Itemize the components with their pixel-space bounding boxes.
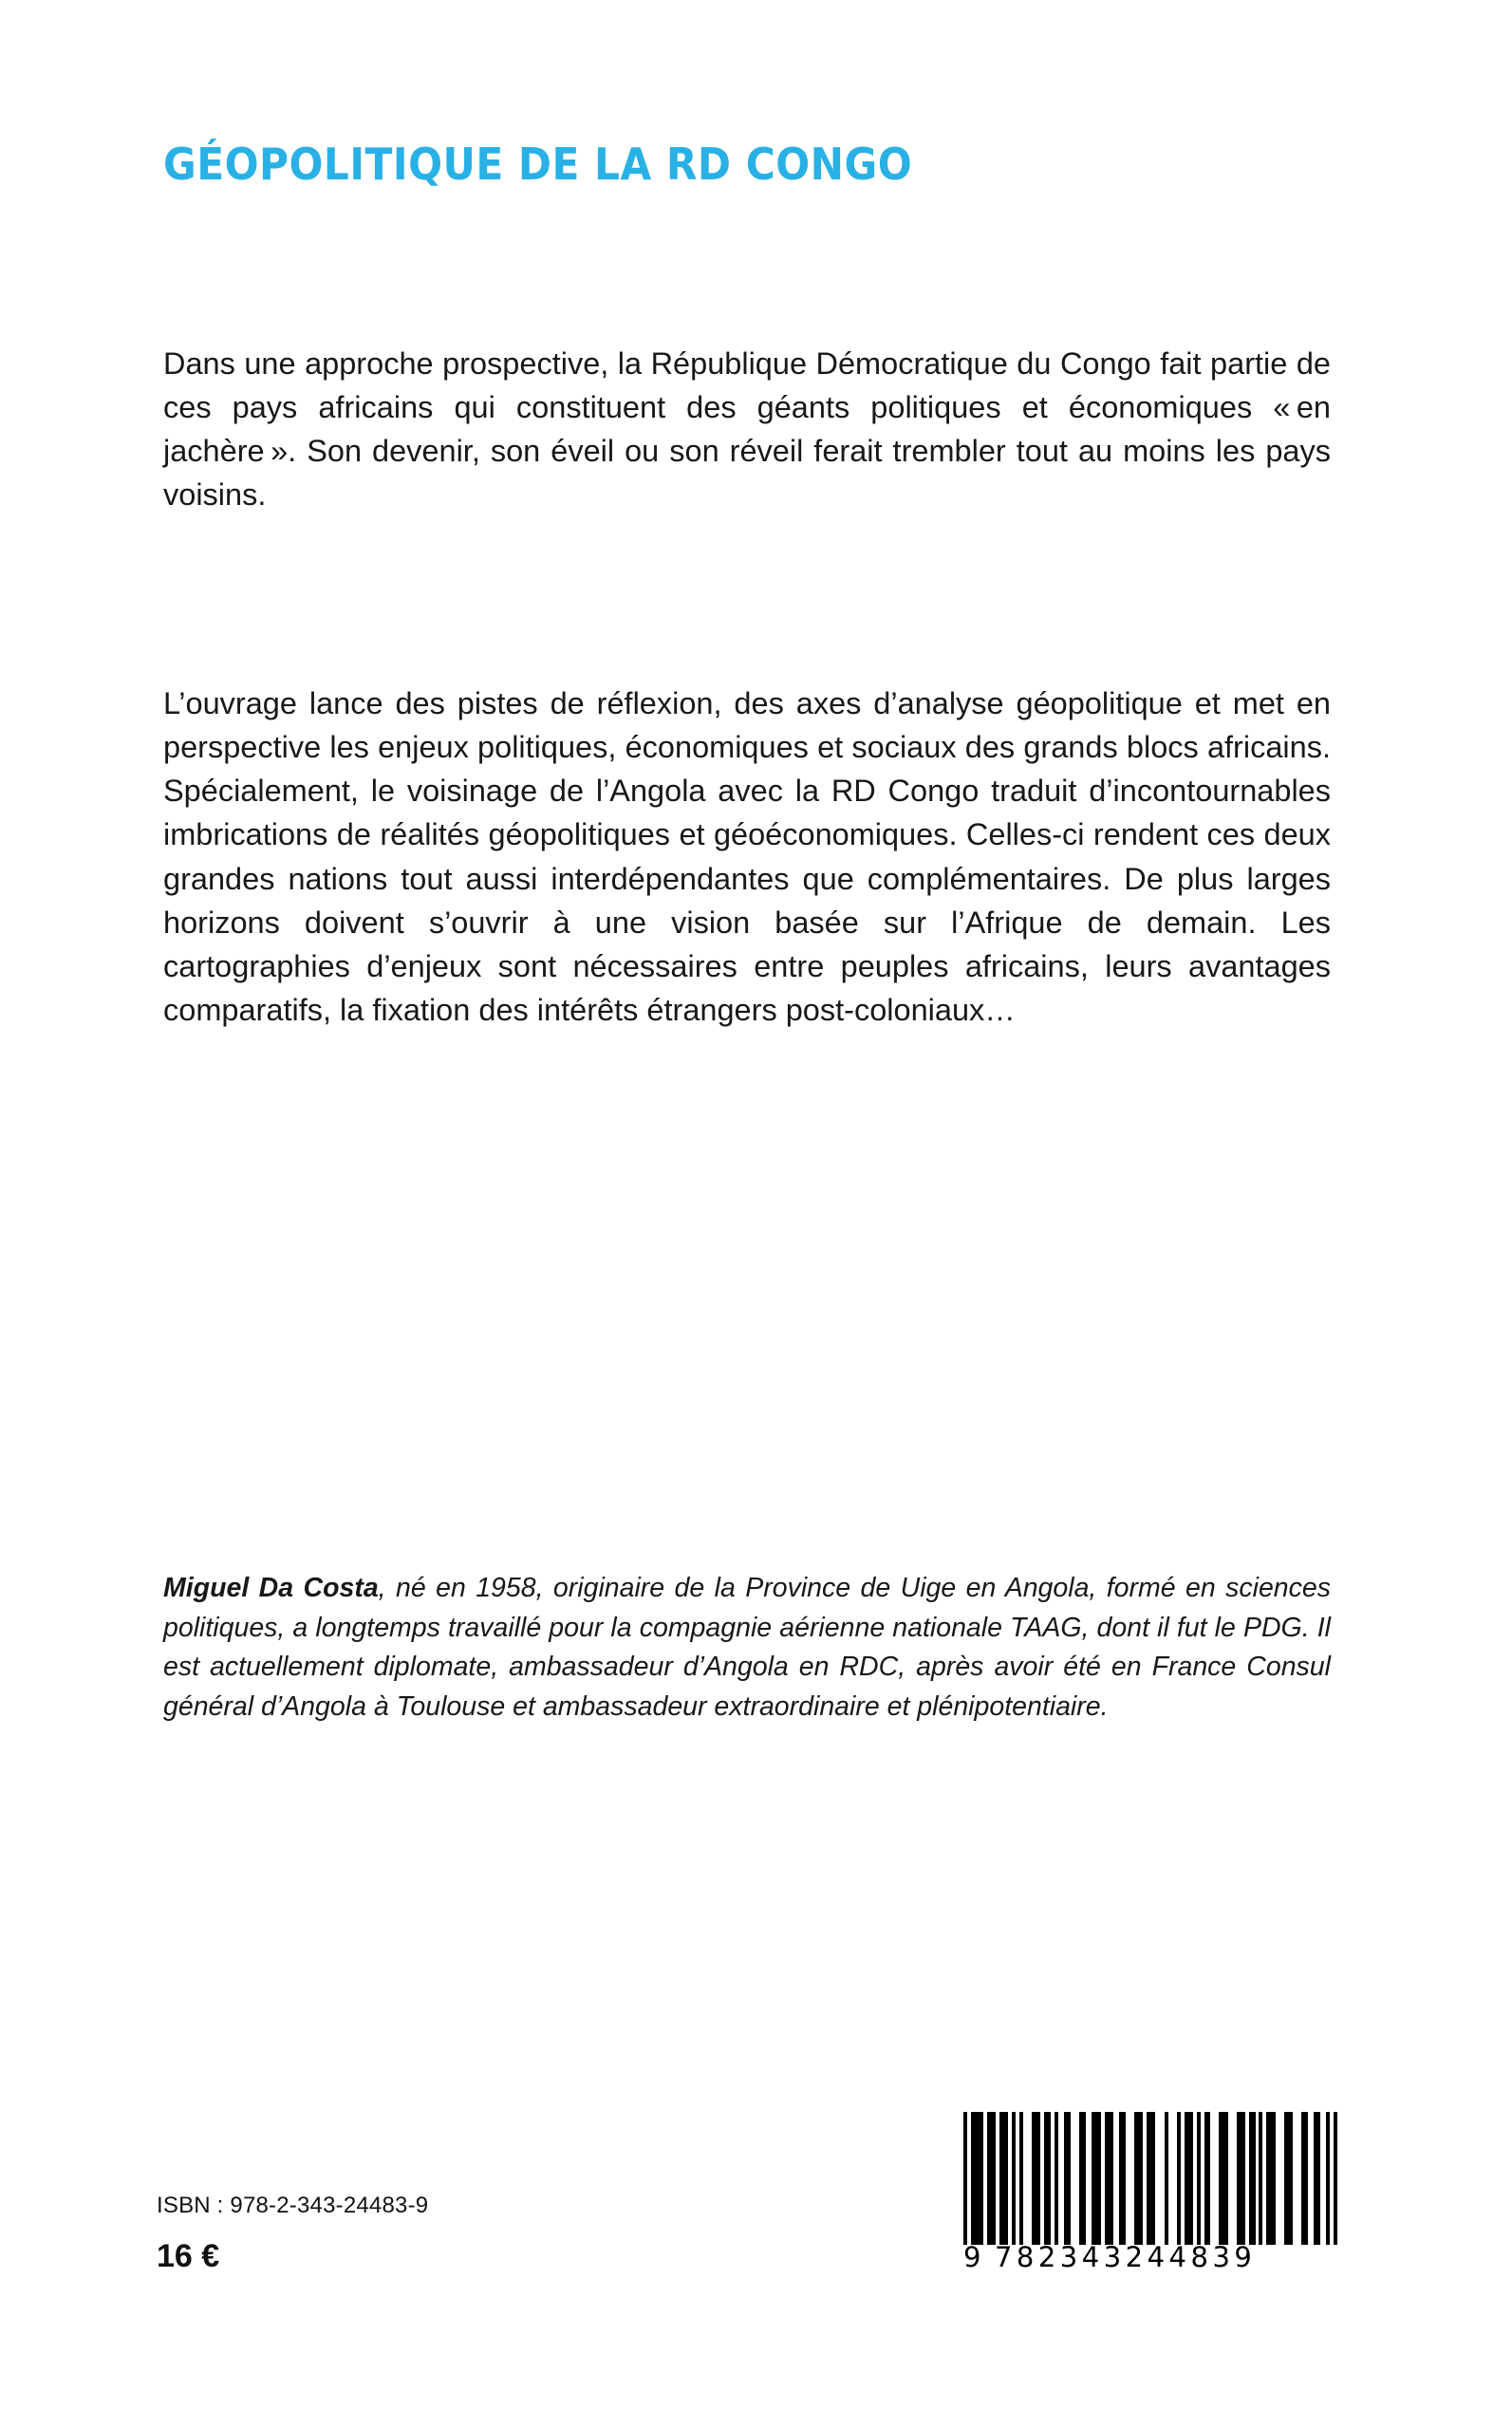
- page-title: GÉOPOLITIQUE DE LA RD CONGO: [163, 139, 913, 190]
- barcode-digits: [963, 2241, 1338, 2273]
- blurb-paragraph-2: L’ouvrage lance des pistes de réflexion, des axes d’analyse géopolitique et met en perspective les enjeux politiques, économiques et sociaux des grands blocs africains. Spécialement, le voisinage de l’Angola avec la RD Congo traduit d’incontournables imbrications de réalités géopolitiques et géoéconomiques. Celles-ci rendent ces deux grandes nations tout aussi interdépendantes que complémentaires. De plus larges horizons doivent s’ouvrir à une vision basée sur l’Afrique de demain. Les cartographies d’enjeux sont nécessaires entre peuples africains, leurs avantages comparatifs, la fixation des intérêts étrangers post-coloniaux…: [163, 686, 1331, 1027]
- barcode: [963, 2112, 1338, 2278]
- author-name: Miguel Da Costa: [163, 1573, 379, 1603]
- blurb-paragraph-1: Dans une approche prospective, la République Démocratique du Congo fait partie de ces pays africains qui constituent des géants politiques et économiques « en jachère ». Son devenir, son éveil ou son réveil ferait trembler tout au moins les pays voisins.: [163, 346, 1331, 513]
- isbn-label: ISBN : 978-2-343-24483-9: [157, 2193, 429, 2218]
- author-bio-text: , né en 1958, originaire de la Province de Uige en Angola, formé en sciences politiques, a longtemps travaillé pour la compagnie aérienne nationale TAAG, dont il fut le PDG. Il est actuellement diplomate, ambassadeur d’Angola en RDC, après avoir été en France Consul général d’Angola à Toulouse et ambassadeur extraordinaire et plénipotentiaire.: [163, 1573, 1331, 1722]
- author-bio: [163, 1569, 1331, 1727]
- barcode-number: 782343244839: [994, 2241, 1257, 2273]
- barcode-bars: [963, 2112, 1338, 2245]
- barcode-lead-digit: 9: [963, 2241, 985, 2273]
- price-label: 16 €: [157, 2238, 220, 2274]
